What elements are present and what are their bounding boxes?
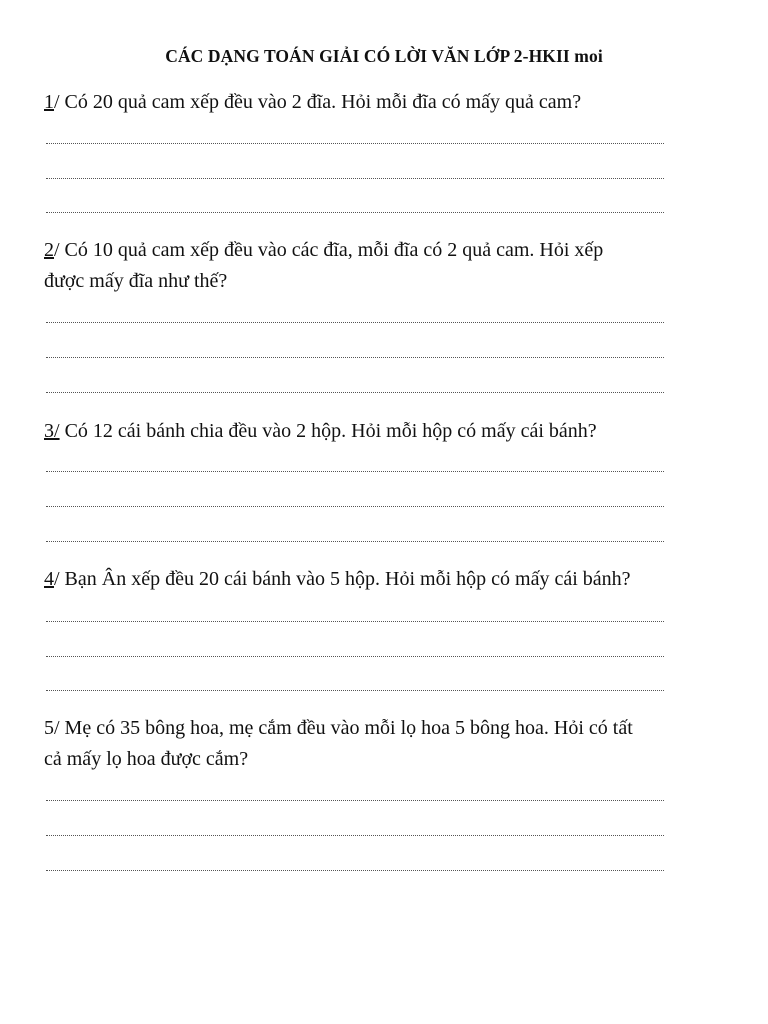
question-5 [44, 713, 724, 775]
answer-line [46, 800, 664, 801]
answer-line [46, 506, 664, 507]
answer-line [46, 392, 664, 393]
answer-line [46, 212, 664, 213]
answer-line [46, 322, 664, 323]
answer-line [46, 143, 664, 144]
question-1 [44, 87, 724, 118]
answer-line [46, 178, 664, 179]
answer-line [46, 835, 664, 836]
answer-line [46, 471, 664, 472]
worksheet-title: CÁC DẠNG TOÁN GIẢI CÓ LỜI VĂN LỚP 2-HKII moi [165, 46, 603, 66]
question-text-continued: cả mấy lọ hoa được cắm? [44, 748, 249, 770]
question-text: / Có 10 quả cam xếp đều vào các đĩa, mỗi đĩa có 2 quả cam. Hỏi xếp [54, 239, 604, 261]
question-number: 3/ [44, 420, 60, 442]
question-number: 1 [44, 91, 54, 113]
question-text: / Có 20 quả cam xếp đều vào 2 đĩa. Hỏi mỗi đĩa có mấy quả cam? [54, 91, 582, 113]
question-number: 4 [44, 568, 54, 590]
answer-line [46, 656, 664, 657]
question-text: Có 12 cái bánh chia đều vào 2 hộp. Hỏi mỗi hộp có mấy cái bánh? [59, 420, 597, 442]
answer-line [46, 870, 664, 871]
answer-line [46, 357, 664, 358]
question-2 [44, 235, 724, 297]
question-4 [44, 564, 724, 595]
answer-line [46, 541, 664, 542]
answer-line [46, 621, 664, 622]
question-3 [44, 416, 724, 447]
question-text: / Bạn Ân xếp đều 20 cái bánh vào 5 hộp. Hỏi mỗi hộp có mấy cái bánh? [54, 568, 631, 590]
question-number: 2 [44, 239, 54, 261]
answer-line [46, 690, 664, 691]
question-text-continued: được mấy đĩa như thế? [44, 270, 228, 292]
question-text: 5/ Mẹ có 35 bông hoa, mẹ cắm đều vào mỗi lọ hoa 5 bông hoa. Hỏi có tất [44, 717, 633, 739]
